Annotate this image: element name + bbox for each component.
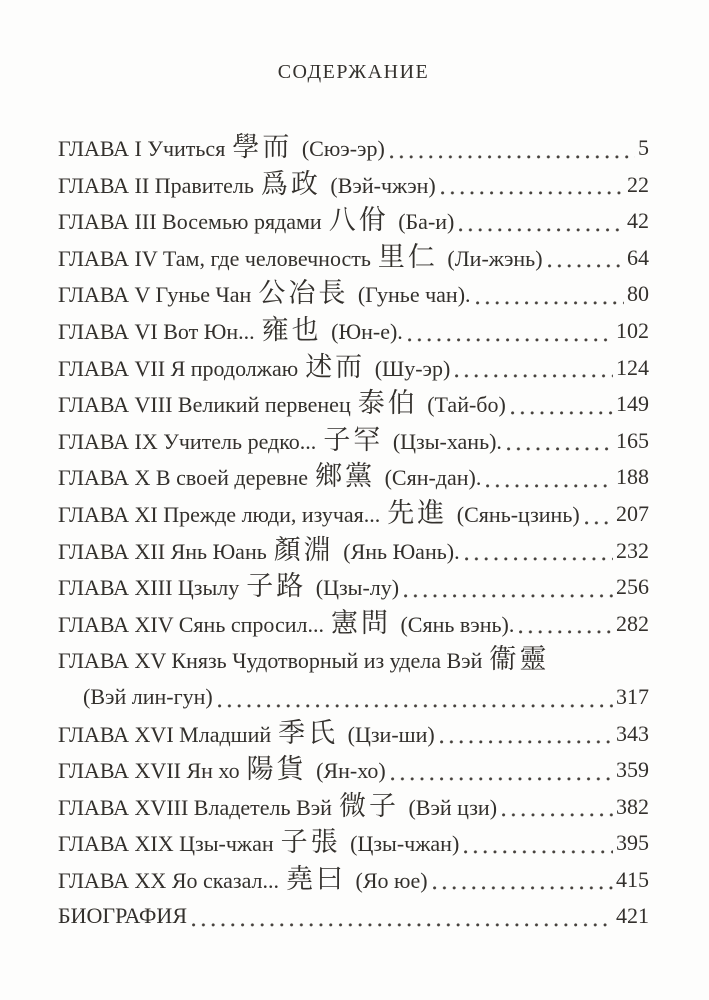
entry-text bbox=[58, 240, 543, 277]
entry-label: ГЛАВА IV Там, где человечность bbox=[58, 245, 371, 271]
entry-page: 165 bbox=[616, 427, 649, 453]
entry-label: ГЛАВА IX Учитель редко... bbox=[58, 428, 317, 454]
dot-leader bbox=[408, 338, 613, 342]
toc-entry bbox=[58, 898, 649, 935]
entry-text bbox=[58, 276, 471, 313]
entry-hanzi: 學而 bbox=[232, 132, 293, 163]
entry-text bbox=[58, 642, 553, 679]
entry-hanzi: 顏淵 bbox=[273, 534, 334, 566]
entry-text bbox=[58, 862, 428, 899]
toc-entry bbox=[58, 276, 649, 313]
entry-hanzi: 季氏 bbox=[278, 717, 339, 749]
dot-leader bbox=[192, 923, 613, 927]
toc-entry bbox=[58, 606, 649, 643]
toc-entry bbox=[58, 716, 649, 753]
entry-hanzi: 子罕 bbox=[323, 424, 384, 456]
entry-reading: (Вэй лин-гун) bbox=[83, 683, 213, 709]
entry-reading: (Шу-эр) bbox=[369, 355, 451, 381]
entry-page: 232 bbox=[616, 537, 649, 563]
toc-entry bbox=[58, 789, 649, 826]
entry-reading: (Тай-бо) bbox=[421, 392, 506, 418]
entry-page: 317 bbox=[616, 683, 649, 709]
dot-leader bbox=[486, 484, 613, 488]
toc-entry bbox=[58, 240, 649, 277]
entry-label: ГЛАВА XV Князь Чудотворный из удела Вэй bbox=[58, 648, 483, 674]
entry-page: 5 bbox=[638, 135, 649, 160]
entry-text bbox=[58, 386, 506, 423]
entry-hanzi: 述而 bbox=[305, 351, 366, 383]
dot-leader bbox=[548, 264, 624, 268]
page-title: СОДЕРЖАНИЕ bbox=[277, 61, 430, 83]
entry-text bbox=[58, 825, 459, 862]
entry-text bbox=[58, 350, 450, 387]
entry-hanzi: 衞靈 bbox=[489, 644, 550, 676]
entry-label: ГЛАВА XIX Цзы-чжан bbox=[58, 831, 274, 857]
toc-entry bbox=[58, 459, 649, 496]
dot-leader bbox=[476, 301, 624, 305]
toc-list bbox=[58, 130, 649, 935]
entry-label: ГЛАВА III Восемью рядами bbox=[58, 209, 322, 235]
entry-reading: (Яо юе) bbox=[350, 867, 428, 893]
entry-page: 359 bbox=[616, 757, 649, 783]
toc-entry bbox=[58, 496, 649, 533]
entry-page: 42 bbox=[627, 208, 649, 234]
toc-entry bbox=[58, 313, 649, 350]
entry-text bbox=[58, 496, 580, 533]
entry-label: ГЛАВА XVIII Владетель Вэй bbox=[58, 794, 332, 820]
dot-leader bbox=[511, 411, 613, 415]
entry-text bbox=[58, 167, 436, 204]
entry-reading: (Сян-дан). bbox=[379, 465, 482, 491]
dot-leader bbox=[507, 447, 613, 451]
entry-text bbox=[58, 716, 435, 753]
dot-leader bbox=[441, 191, 624, 195]
entry-text bbox=[58, 203, 454, 240]
entry-label: БИОГРАФИЯ bbox=[58, 903, 187, 929]
dot-leader bbox=[218, 704, 613, 708]
entry-hanzi: 子路 bbox=[246, 571, 307, 603]
entry-page: 421 bbox=[616, 903, 649, 929]
entry-label: ГЛАВА VI Вот Юн... bbox=[58, 318, 255, 344]
entry-label: ГЛАВА XI Прежде люди, изучая... bbox=[58, 501, 381, 527]
entry-reading: (Гунье чан). bbox=[352, 282, 471, 308]
entry-page: 343 bbox=[616, 720, 649, 746]
entry-hanzi: 堯曰 bbox=[286, 863, 347, 895]
entry-text bbox=[58, 679, 213, 716]
entry-hanzi: 八佾 bbox=[328, 205, 389, 237]
entry-label: ГЛАВА V Гунье Чан bbox=[58, 282, 252, 308]
entry-reading: (Ба-и) bbox=[392, 209, 455, 235]
entry-label: ГЛАВА II Правитель bbox=[58, 172, 254, 198]
dot-leader bbox=[391, 777, 613, 781]
toc-entry bbox=[58, 203, 649, 240]
entry-hanzi: 子張 bbox=[280, 827, 341, 859]
entry-reading: (Цзы-чжан) bbox=[344, 831, 460, 857]
entry-label: ГЛАВА XIV Сянь спросил... bbox=[58, 611, 324, 637]
entry-hanzi: 陽貨 bbox=[246, 754, 307, 786]
dot-leader bbox=[390, 155, 635, 159]
toc-entry bbox=[58, 533, 649, 570]
toc-entry bbox=[58, 350, 649, 387]
entry-page: 80 bbox=[627, 281, 649, 307]
toc-entry bbox=[58, 167, 649, 204]
entry-label: ГЛАВА X В своей деревне bbox=[58, 465, 309, 491]
entry-hanzi: 雍也 bbox=[261, 314, 322, 346]
entry-page: 124 bbox=[616, 354, 649, 380]
dot-leader bbox=[455, 374, 613, 378]
entry-label: ГЛАВА XII Янь Юань bbox=[58, 538, 267, 564]
toc-entry-continuation bbox=[58, 679, 649, 716]
entry-reading: (Вэй-чжэн) bbox=[324, 172, 436, 198]
entry-reading: (Вэй цзи) bbox=[402, 794, 498, 820]
entry-page: 22 bbox=[627, 171, 649, 197]
toc-entry bbox=[58, 642, 649, 679]
entry-page: 382 bbox=[616, 793, 649, 819]
entry-page: 395 bbox=[616, 830, 649, 856]
entry-page: 415 bbox=[616, 866, 649, 892]
dot-leader bbox=[465, 557, 613, 561]
entry-reading: (Цзы-лу) bbox=[310, 575, 400, 601]
entry-page: 282 bbox=[616, 610, 649, 636]
entry-text bbox=[58, 459, 481, 496]
toc-entry bbox=[58, 423, 649, 460]
entry-page: 149 bbox=[616, 391, 649, 417]
entry-text bbox=[58, 569, 399, 606]
toc-entry bbox=[58, 386, 649, 423]
entry-text bbox=[58, 752, 386, 789]
toc-entry bbox=[58, 130, 649, 167]
entry-text bbox=[58, 130, 385, 167]
dot-leader bbox=[433, 886, 613, 890]
entry-hanzi: 微子 bbox=[338, 790, 399, 822]
entry-hanzi: 泰伯 bbox=[357, 388, 418, 420]
entry-reading: (Цзи-ши) bbox=[342, 721, 435, 747]
entry-reading: (Сянь-цзинь) bbox=[451, 501, 580, 527]
dot-leader bbox=[464, 850, 613, 854]
entry-label: ГЛАВА XVI Младший bbox=[58, 721, 272, 747]
entry-label: ГЛАВА VII Я продолжаю bbox=[58, 355, 299, 381]
entry-reading: (Цзы-хань). bbox=[387, 428, 502, 454]
entry-reading: (Юн-е). bbox=[325, 318, 403, 344]
entry-reading: (Сянь вэнь). bbox=[394, 611, 515, 637]
entry-text bbox=[58, 606, 514, 643]
entry-page: 102 bbox=[616, 317, 649, 343]
dot-leader bbox=[459, 228, 624, 232]
dot-leader bbox=[502, 813, 613, 817]
dot-leader bbox=[585, 521, 613, 525]
toc-entry bbox=[58, 569, 649, 606]
entry-hanzi: 里仁 bbox=[377, 241, 438, 273]
toc-entry bbox=[58, 825, 649, 862]
entry-text bbox=[58, 423, 502, 460]
entry-hanzi: 先進 bbox=[387, 497, 448, 529]
entry-reading: (Янь Юань). bbox=[337, 538, 460, 564]
entry-text bbox=[58, 533, 460, 570]
entry-text bbox=[58, 313, 403, 350]
toc-entry bbox=[58, 752, 649, 789]
entry-page: 188 bbox=[616, 464, 649, 490]
entry-page: 256 bbox=[616, 574, 649, 600]
entry-page: 64 bbox=[627, 244, 649, 270]
entry-reading: (Ян-хо) bbox=[310, 758, 386, 784]
entry-page: 207 bbox=[616, 500, 649, 526]
entry-hanzi: 公冶長 bbox=[258, 278, 349, 310]
entry-label: ГЛАВА VIII Великий первенец bbox=[58, 392, 351, 418]
entry-text bbox=[58, 898, 187, 935]
entry-label: ГЛАВА XX Яо сказал... bbox=[58, 867, 280, 893]
entry-label: ГЛАВА XVII Ян хо bbox=[58, 758, 240, 784]
entry-reading: (Ли-жэнь) bbox=[441, 245, 543, 271]
entry-label: ГЛАВА I Учиться bbox=[58, 136, 226, 161]
entry-reading: (Сюэ-эр) bbox=[296, 136, 385, 161]
entry-label: ГЛАВА XIII Цзылу bbox=[58, 575, 240, 601]
entry-hanzi: 憲問 bbox=[330, 607, 391, 639]
entry-hanzi: 鄉黨 bbox=[315, 461, 376, 493]
dot-leader bbox=[519, 630, 613, 634]
dot-leader bbox=[404, 594, 613, 598]
entry-hanzi: 爲政 bbox=[260, 168, 321, 200]
toc-entry bbox=[58, 862, 649, 899]
entry-text bbox=[58, 789, 497, 826]
dot-leader bbox=[440, 740, 613, 744]
